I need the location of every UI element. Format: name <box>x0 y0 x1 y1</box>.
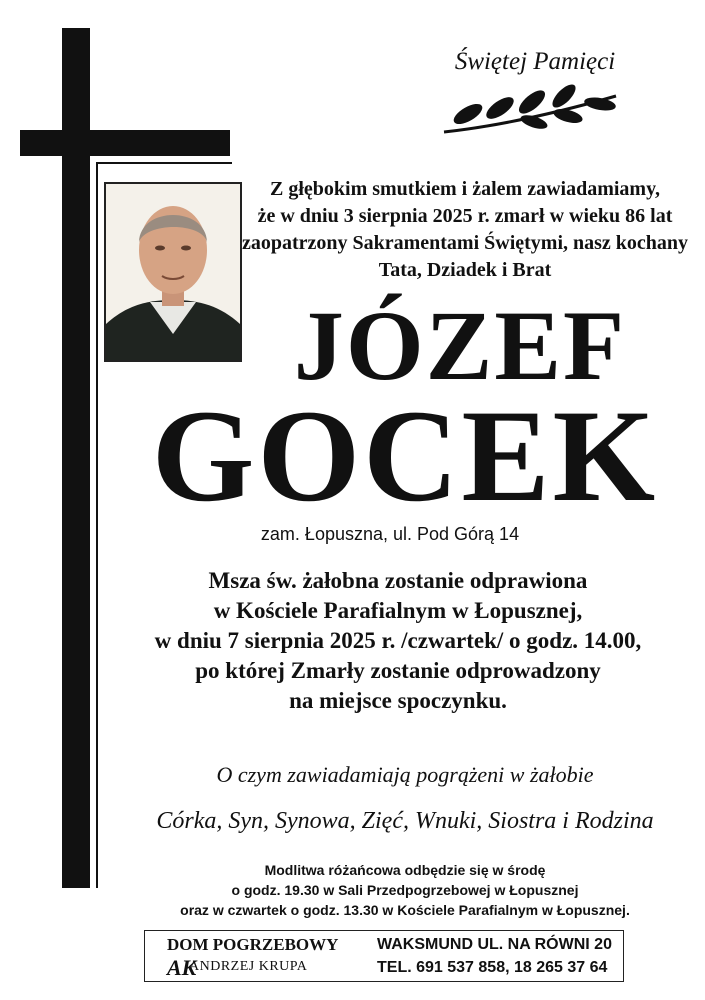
mourners-notice: O czym zawiadamiają pogrążeni w żałobie <box>216 762 594 787</box>
deceased-address: zam. Łopuszna, ul. Pod Górą 14 <box>260 524 520 544</box>
rosary-line: oraz w czwartek o godz. 13.30 w Kościele Parafialnym w Łopusznej. <box>180 902 630 918</box>
cross-vertical-bar <box>62 28 90 888</box>
intro-line: że w dniu 3 sierpnia 2025 r. zmarł w wieku 86 lat <box>257 205 673 227</box>
deceased-photo <box>104 182 242 362</box>
rosary-line: o godz. 19.30 w Sali Przedpogrzebowej w Łopusznej <box>231 882 579 898</box>
header-title: Świętej Pamięci <box>454 48 616 75</box>
mass-line: w dniu 7 sierpnia 2025 r. /czwartek/ o godz. 14.00, <box>154 628 642 653</box>
laurel-branch-icon <box>440 82 620 137</box>
funeral-home-phone: TEL. 691 537 858, 18 265 37 64 <box>377 959 608 976</box>
deceased-last-name: GOCEK <box>151 382 659 529</box>
cross-outline-horizontal <box>96 162 232 164</box>
mass-info <box>98 566 698 716</box>
intro-text <box>238 176 692 284</box>
rosary-line: Modlitwa różańcowa odbędzie się w środę <box>264 862 546 878</box>
mass-line: na miejsce spoczynku. <box>289 688 507 713</box>
rosary-info <box>110 860 700 920</box>
mass-line: w Kościele Parafialnym w Łopusznej, <box>213 598 583 623</box>
cross-outline-vertical <box>96 162 98 888</box>
mass-line: Msza św. żałobna zostanie odprawiona <box>208 568 588 593</box>
deceased-first-name: JÓZEF <box>293 290 627 401</box>
funeral-home-owner: ANDRZEJ KRUPA <box>189 959 308 974</box>
intro-line: Z głębokim smutkiem i żalem zawiadamiamy, <box>270 178 660 200</box>
funeral-home-box <box>144 930 624 982</box>
funeral-home-address: WAKSMUND UL. NA RÓWNI 20 <box>377 936 612 953</box>
funeral-home-logo: AK <box>167 955 197 980</box>
mass-line: po której Zmarły zostanie odprowadzony <box>195 658 601 683</box>
intro-line: Tata, Dziadek i Brat <box>378 259 552 281</box>
funeral-home-name: DOM POGRZEBOWY <box>167 935 339 954</box>
cross-horizontal-bar <box>20 130 230 156</box>
intro-line: zaopatrzony Sakramentami Świętymi, nasz kochany <box>241 232 689 254</box>
mourners-family: Córka, Syn, Synowa, Zięć, Wnuki, Siostra i Rodzina <box>156 808 654 834</box>
